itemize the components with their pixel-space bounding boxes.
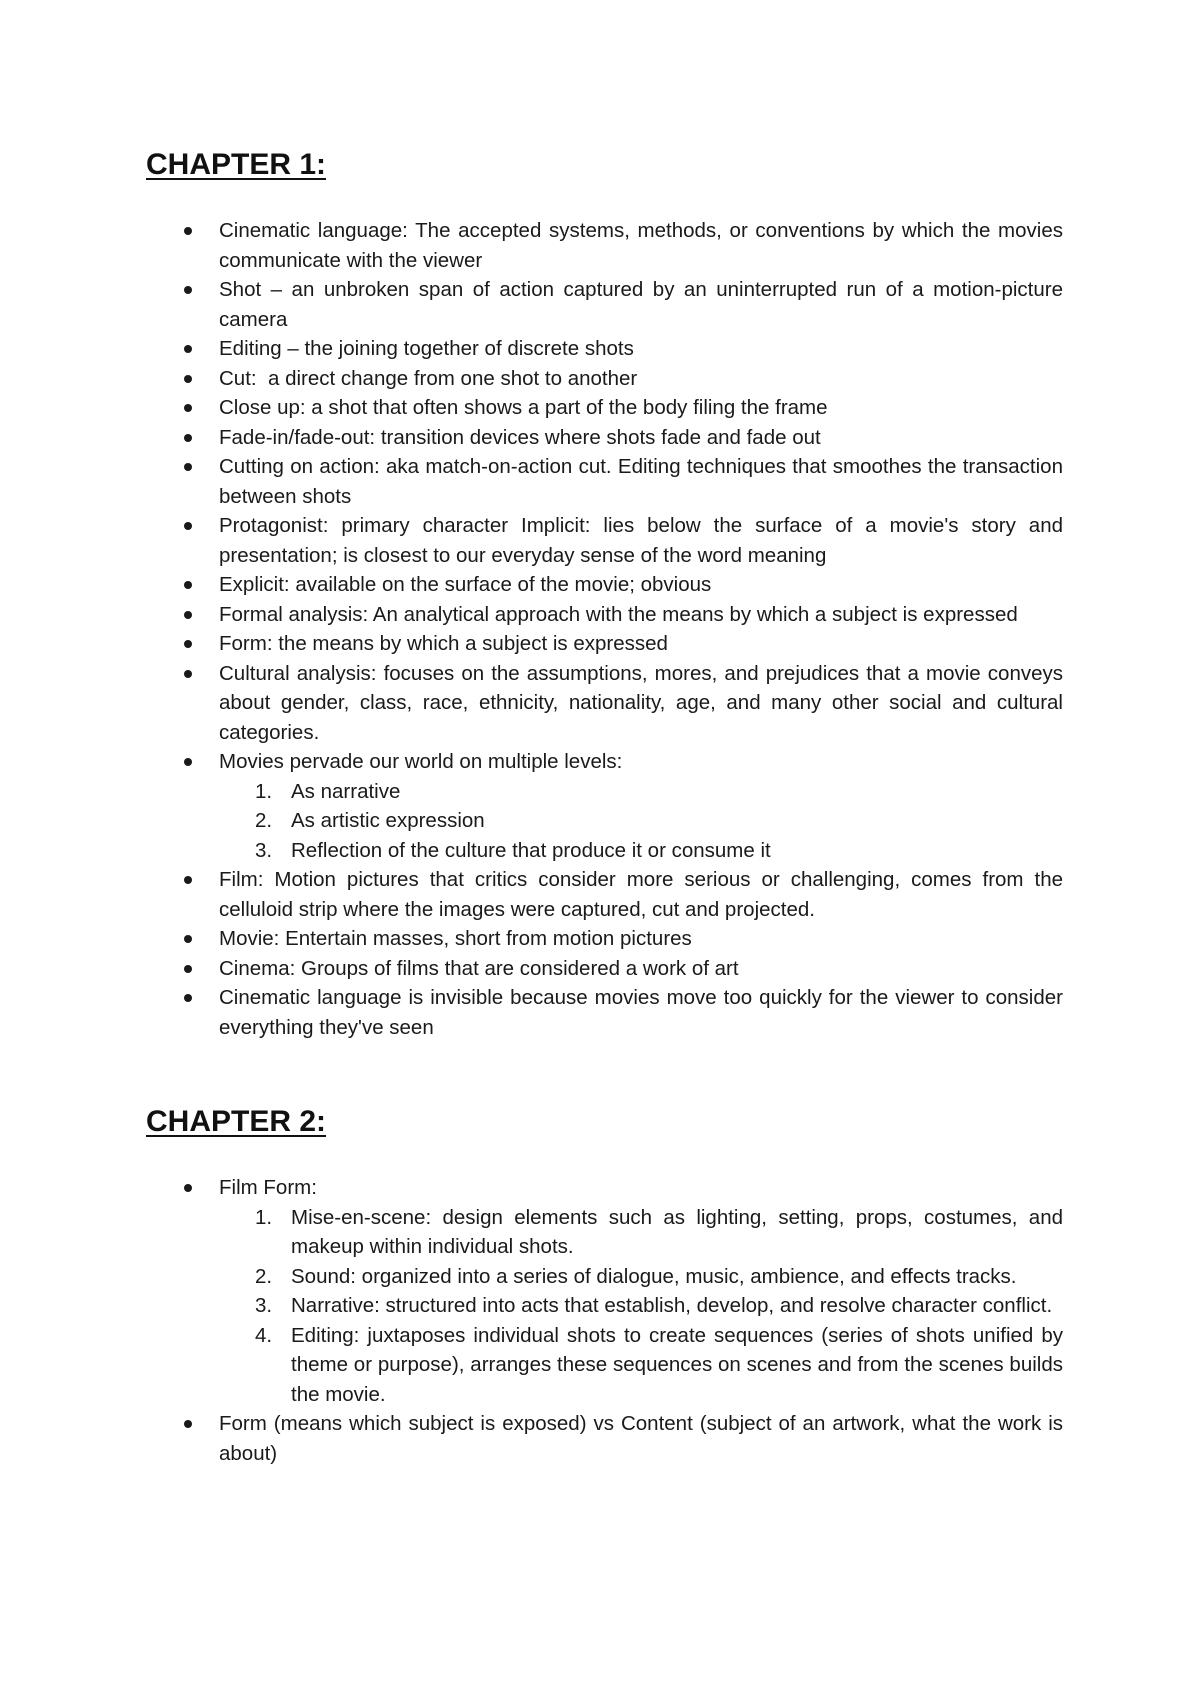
item-number: 3.	[255, 838, 273, 862]
bullet-icon	[184, 670, 192, 678]
list-item-text: Movies pervade our world on multiple levels:	[219, 750, 623, 773]
list-item	[0, 1409, 1200, 1468]
list-item	[0, 364, 1200, 394]
list-item	[0, 747, 1200, 865]
numbered-item	[0, 806, 1200, 836]
chapter-1-bullet-list	[0, 216, 1200, 1042]
list-item-text: Cinema: Groups of films that are considered a work of art	[219, 956, 739, 980]
list-item	[0, 1173, 1200, 1409]
bullet-icon	[184, 581, 192, 589]
numbered-item-text: Editing: juxtaposes individual shots to create sequences (series of shots unified by theme or purpose), arranges these sequences on scenes and from the scenes builds the movie.	[291, 1323, 1063, 1406]
list-item	[0, 393, 1200, 423]
numbered-item-text: Mise-en-scene: design elements such as lighting, setting, props, costumes, and makeup within individual shots.	[291, 1205, 1063, 1258]
chapter-2-bullet-list	[0, 1173, 1200, 1468]
list-item	[0, 659, 1200, 748]
numbered-item	[0, 836, 1200, 866]
numbered-item	[0, 1321, 1200, 1410]
list-item	[0, 983, 1200, 1042]
list-item-text: Movie: Entertain masses, short from motion pictures	[219, 927, 692, 950]
list-item-text: Editing – the joining together of discrete shots	[219, 337, 634, 360]
chapter-1-heading: CHAPTER 1:	[146, 148, 327, 181]
list-item	[0, 570, 1200, 600]
numbered-item	[0, 777, 1200, 807]
bullet-icon	[184, 640, 192, 648]
chapter-2-heading: CHAPTER 2:	[146, 1105, 327, 1138]
bullet-icon	[184, 935, 192, 943]
list-item-text: Cutting on action: aka match-on-action cut. Editing techniques that smoothes the transaction between shots	[219, 455, 1063, 508]
list-item	[0, 629, 1200, 659]
numbered-sublist	[0, 777, 1200, 866]
bullet-icon	[184, 611, 192, 619]
list-item-text: Film: Motion pictures that critics consider more serious or challenging, comes from the celluloid strip where the images were captured, cut and projected.	[219, 868, 1063, 921]
numbered-item	[0, 1291, 1200, 1321]
list-item	[0, 452, 1200, 511]
item-number: 2.	[255, 809, 273, 832]
numbered-item-text: As artistic expression	[291, 809, 485, 832]
numbered-item-text: Sound: organized into a series of dialogue, music, ambience, and effects tracks.	[291, 1264, 1017, 1288]
list-item-text: Form: the means by which a subject is expressed	[219, 632, 668, 655]
list-item	[0, 423, 1200, 453]
bullet-icon	[184, 434, 192, 442]
list-item-text: Formal analysis: An analytical approach with the means by which a subject is expressed	[219, 602, 1018, 626]
list-item	[0, 216, 1200, 275]
bullet-icon	[184, 463, 192, 471]
numbered-item	[0, 1203, 1200, 1262]
bullet-icon	[184, 758, 192, 766]
bullet-icon	[184, 994, 192, 1002]
bullet-icon	[184, 227, 192, 235]
item-number: 2.	[255, 1264, 273, 1288]
item-number: 3.	[255, 1294, 273, 1317]
list-item-text: Cultural analysis: focuses on the assumptions, mores, and prejudices that a movie conveys about gender, class, race, ethnicity, nationality, age, and many other social and cultural categories.	[219, 661, 1063, 744]
list-item	[0, 334, 1200, 364]
item-number: 4.	[255, 1323, 273, 1347]
list-item-text: Cinematic language is invisible because movies move too quickly for the viewer to consider everything they've seen	[219, 986, 1063, 1039]
list-item	[0, 954, 1200, 984]
list-item-text: Close up: a shot that often shows a part of the body filing the frame	[219, 396, 828, 419]
numbered-item-text: Narrative: structured into acts that establish, develop, and resolve character conflict.	[291, 1294, 1053, 1317]
list-item	[0, 275, 1200, 334]
list-item-text: Cinematic language: The accepted systems, methods, or conventions by which the movies communicate with the viewer	[219, 219, 1063, 272]
bullet-icon	[184, 522, 192, 530]
bullet-icon	[184, 1420, 192, 1428]
list-item-text: Fade-in/fade-out: transition devices where shots fade and fade out	[219, 425, 821, 449]
bullet-icon	[184, 345, 192, 353]
bullet-icon	[184, 876, 192, 884]
list-item-text: Protagonist: primary character Implicit: lies below the surface of a movie's story and presentation; is closest to our everyday sense of the word meaning	[219, 514, 1063, 567]
item-number: 1.	[255, 779, 273, 803]
bullet-icon	[184, 286, 192, 294]
list-item-text: Shot – an unbroken span of action captured by an uninterrupted run of a motion-picture camera	[219, 278, 1063, 331]
list-item-text: Explicit: available on the surface of the movie; obvious	[219, 573, 712, 596]
numbered-item	[0, 1262, 1200, 1292]
list-item-text: Film Form:	[219, 1176, 317, 1199]
bullet-icon	[184, 404, 192, 412]
numbered-item-text: As narrative	[291, 779, 401, 803]
bullet-icon	[184, 375, 192, 383]
list-item	[0, 924, 1200, 954]
list-item	[0, 865, 1200, 924]
item-number: 1.	[255, 1205, 273, 1229]
numbered-sublist	[0, 1203, 1200, 1410]
numbered-item-text: Reflection of the culture that produce it or consume it	[291, 838, 771, 862]
list-item-text: Form (means which subject is exposed) vs Content (subject of an artwork, what the work is about)	[219, 1412, 1063, 1465]
list-item	[0, 511, 1200, 570]
list-item-text: Cut: a direct change from one shot to another	[219, 366, 638, 390]
bullet-icon	[184, 1184, 192, 1192]
list-item	[0, 600, 1200, 630]
bullet-icon	[184, 965, 192, 973]
